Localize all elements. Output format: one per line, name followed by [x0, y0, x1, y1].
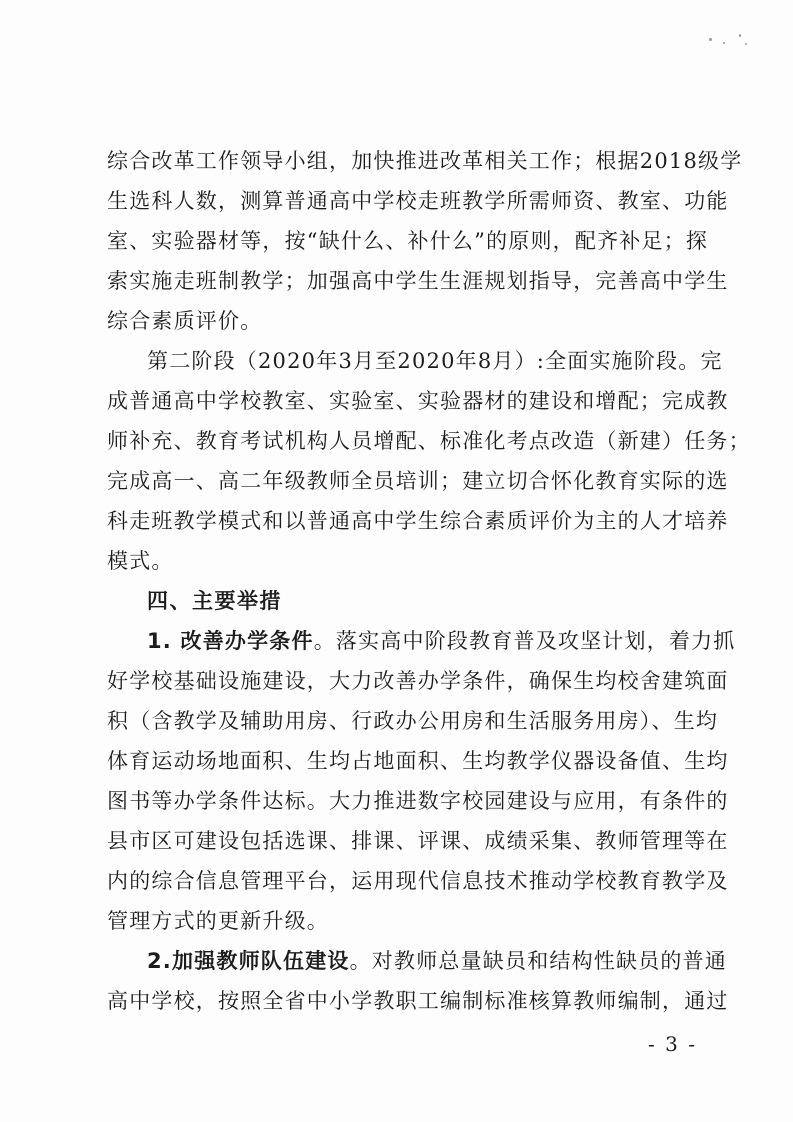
body-line: 综合改革工作领导小组，加快推进改革相关工作；根据2018级学: [107, 149, 743, 173]
body-line: 高中学校，按照全省中小学教职工编制标准核算教师编制，通过: [107, 989, 729, 1013]
item-2-first-rest: 。对教师总量缺员和结构性缺员的普通: [349, 949, 727, 973]
body-line: 综合素质评价。: [107, 309, 263, 333]
item-2-lead: 2.加强教师队伍建设: [147, 949, 350, 973]
item-2-first-line: [147, 945, 727, 977]
body-line: 完成高一、高二年级教师全员培训；建立切合怀化教育实际的选: [107, 469, 729, 493]
scan-speckles: [701, 30, 761, 50]
body-line: 好学校基础设施建设，大力改善办学条件，确保生均校舍建筑面: [107, 669, 729, 693]
body-line: 第二阶段（2020年3月至2020年8月）:全面实施阶段。完: [147, 349, 723, 373]
body-line: 室、实验器材等，按“缺什么、补什么”的原则，配齐补足；探: [107, 229, 709, 253]
page-number: - 3 -: [648, 1032, 697, 1056]
body-line: 生选科人数，测算普通高中学校走班教学所需师资、教室、功能: [107, 189, 729, 213]
body-line: 体育运动场地面积、生均占地面积、生均教学仪器设备值、生均: [107, 749, 729, 773]
body-line: 科走班教学模式和以普通高中学生综合素质评价为主的人才培养: [107, 509, 729, 533]
section-heading: 四、主要举措: [147, 589, 282, 613]
body-line: 管理方式的更新升级。: [107, 909, 329, 933]
body-line: 模式。: [107, 549, 174, 573]
body-line: 师补充、教育考试机构人员增配、标准化考点改造（新建）任务；: [107, 429, 751, 453]
item-1-lead: 1. 改善办学条件: [147, 629, 314, 653]
body-line: 成普通高中学校教室、实验室、实验器材的建设和增配；完成教: [107, 389, 729, 413]
body-line: 积（含教学及辅助用房、行政办公用房和生活服务用房）、生均: [107, 709, 719, 733]
body-line: 县市区可建设包括选课、排课、评课、成绩采集、教师管理等在: [107, 829, 729, 853]
body-line: 内的综合信息管理平台，运用现代信息技术推动学校教育教学及: [107, 869, 729, 893]
item-1-first-line: [147, 625, 736, 657]
body-line: 图书等办学条件达标。大力推进数字校园建设与应用，有条件的: [107, 789, 729, 813]
body-line: 索实施走班制教学；加强高中学生生涯规划指导，完善高中学生: [107, 269, 729, 293]
item-1-first-rest: 。落实高中阶段教育普及攻坚计划，着力抓: [313, 629, 736, 653]
